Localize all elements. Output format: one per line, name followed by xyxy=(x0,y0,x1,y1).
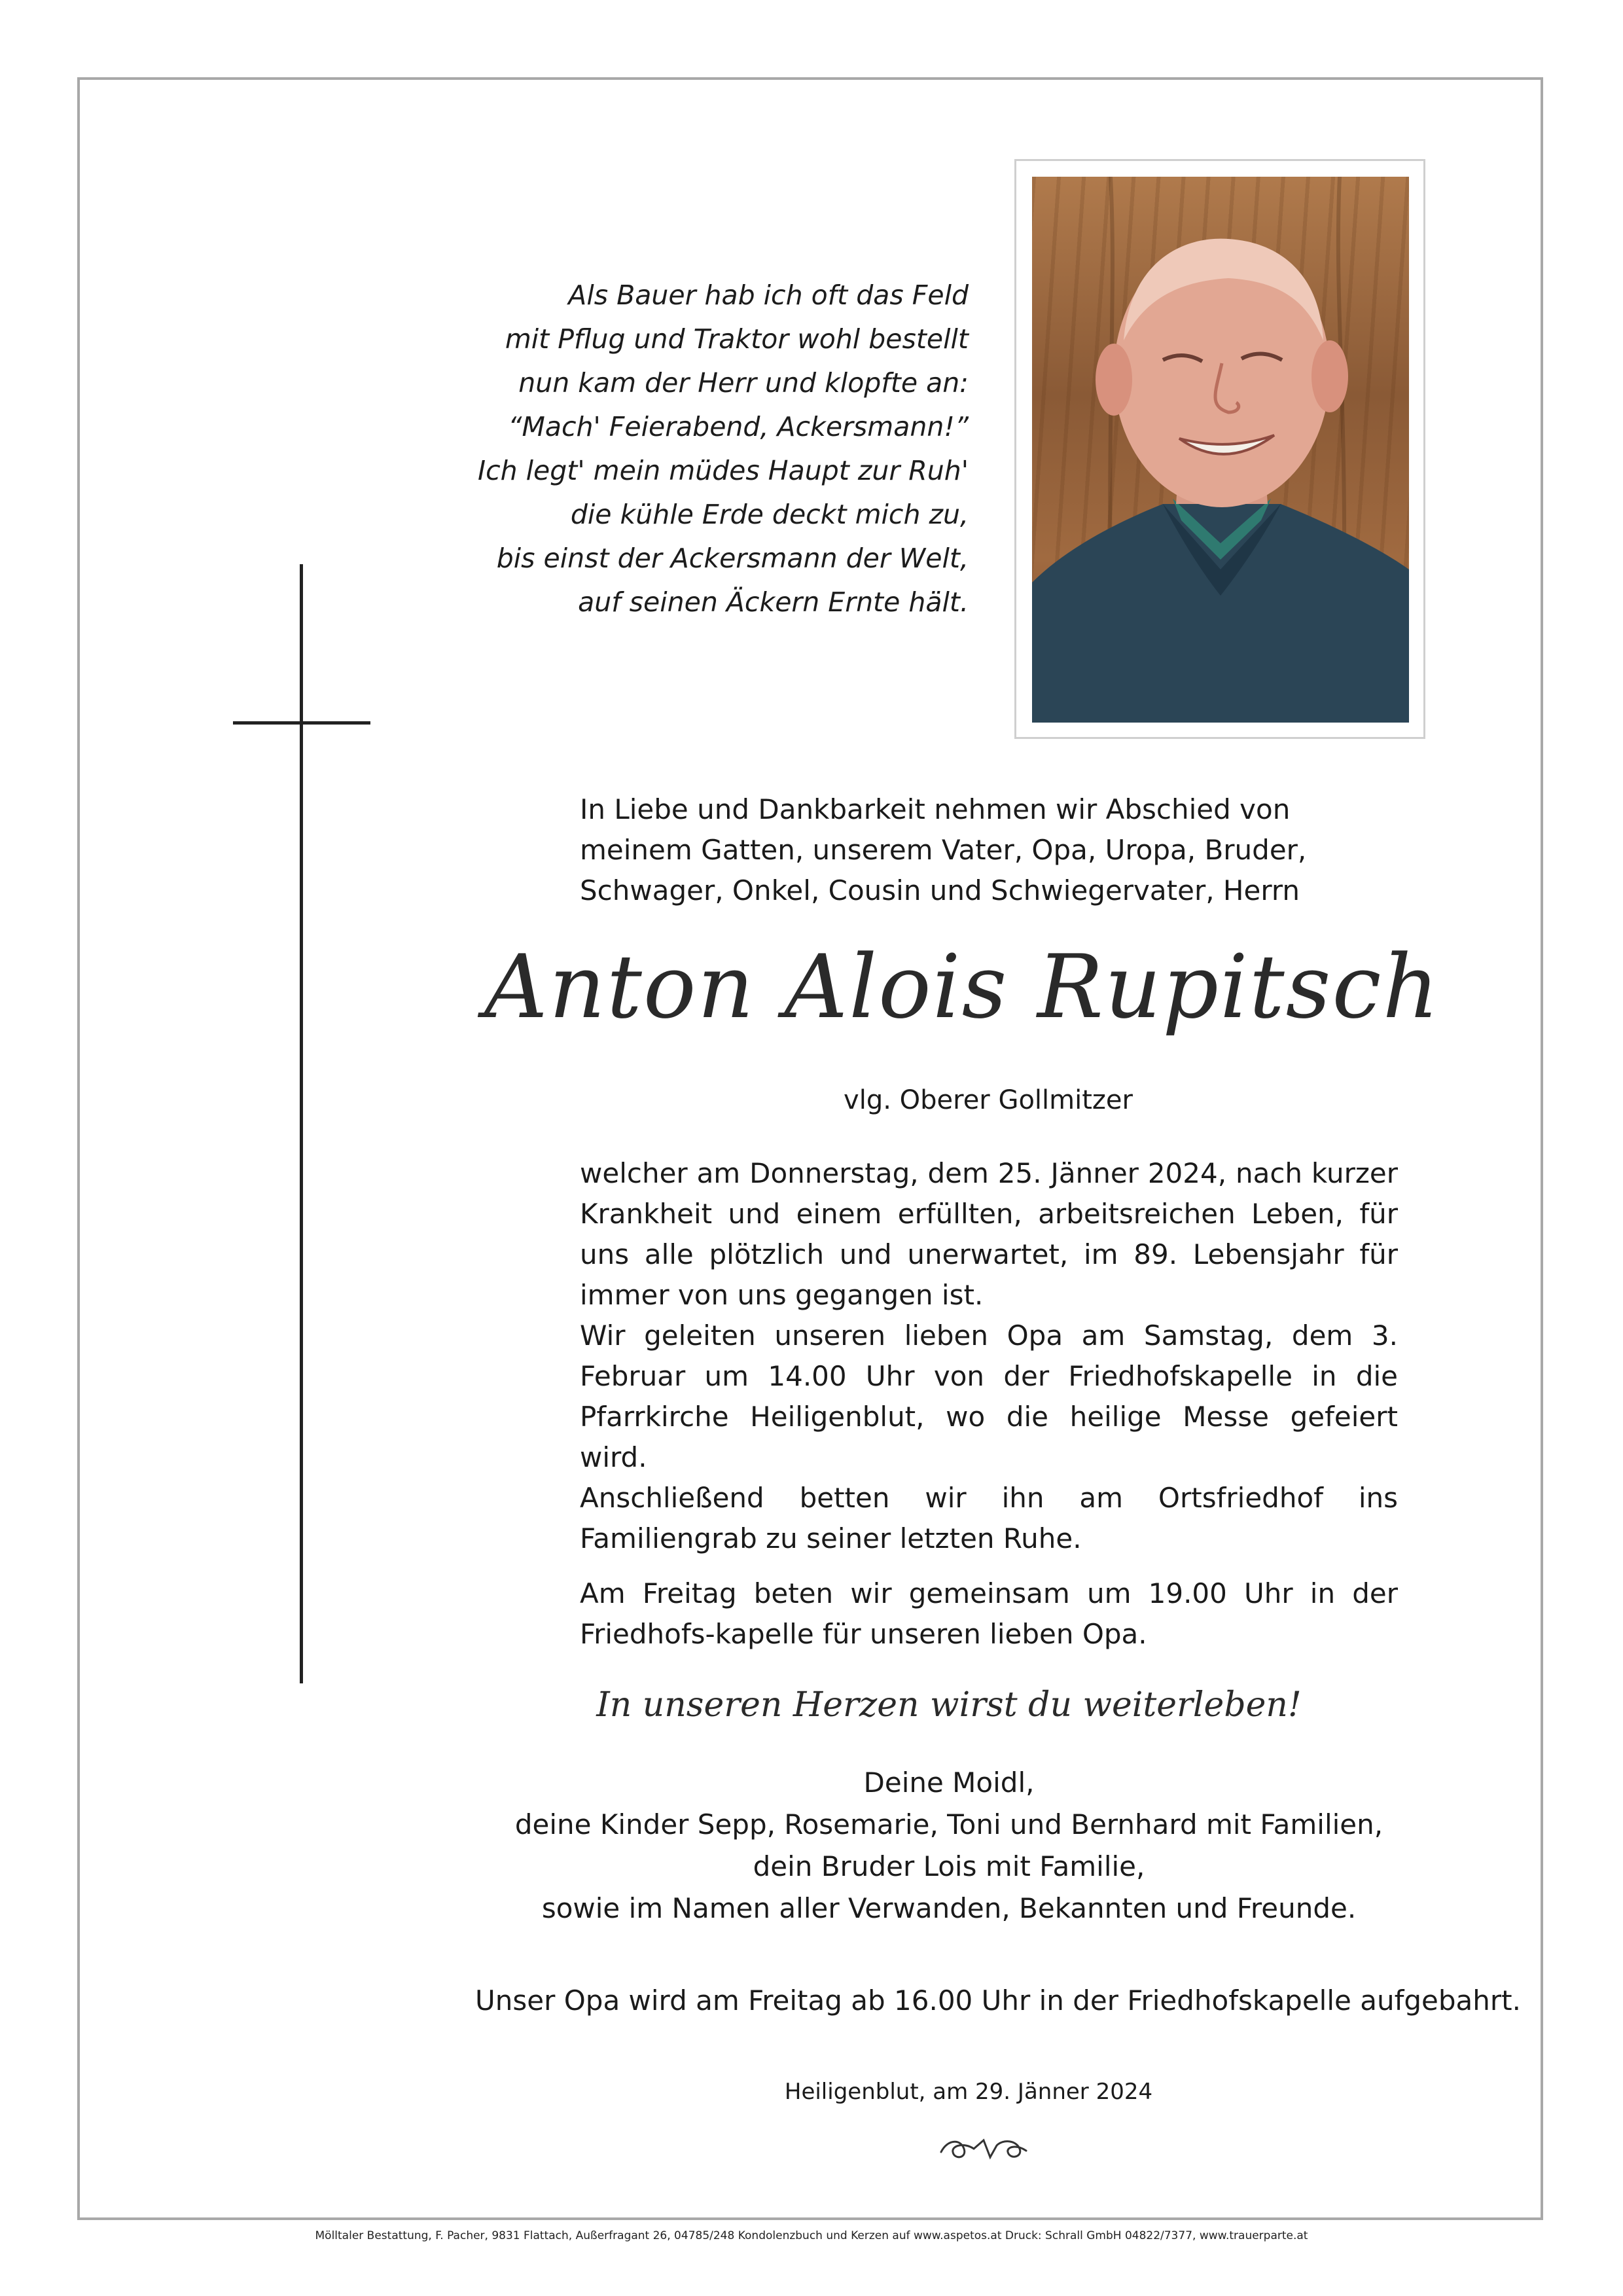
body-paragraph: Wir geleiten unseren lieben Opa am Samstag, dem 3. Februar um 14.00 Uhr von der Friedhofskapelle in die Pfarrkirche Heiligenblut, wo die heilige Messe gefeiert wird. xyxy=(580,1319,1398,1473)
mourners-list xyxy=(484,1762,1414,1929)
poem-line: auf seinen Äckern Ernte hält. xyxy=(578,586,969,618)
mourner-line: dein Bruder Lois mit Familie, xyxy=(753,1850,1145,1882)
footer-imprint: Mölltaler Bestattung, F. Pacher, 9831 Flattach, Außerfragant 26, 04785/248 Kondolenzbuch und Kerzen auf www.aspetos.at Druck: Schrall GmbH 04822/7377, www.trauerparte.at xyxy=(315,2229,1308,2242)
poem-line: “Mach' Feierabend, Ackersmann!” xyxy=(508,411,969,442)
poem-line: Ich legt' mein müdes Haupt zur Ruh' xyxy=(477,455,969,486)
mourner-line: deine Kinder Sepp, Rosemarie, Toni und Bernhard mit Familien, xyxy=(514,1808,1383,1840)
poem xyxy=(458,274,969,624)
poem-line: die kühle Erde deckt mich zu, xyxy=(570,499,969,530)
portrait-illustration xyxy=(1032,177,1409,723)
deceased-name: Anton Alois Rupitsch xyxy=(484,936,1440,1038)
poem-line: mit Pflug und Traktor wohl bestellt xyxy=(505,323,969,355)
dateline: Heiligenblut, am 29. Jänner 2024 xyxy=(784,2079,1153,2105)
body-paragraph: Am Freitag beten wir gemeinsam um 19.00 Uhr in der Friedhofs-kapelle für unseren lieben Opa. xyxy=(580,1577,1398,1650)
nickname: vlg. Oberer Gollmitzer xyxy=(844,1085,1133,1115)
ornament-icon xyxy=(935,2132,1033,2165)
poem-line: bis einst der Ackersmann der Welt, xyxy=(496,543,969,574)
viewing-notice: Unser Opa wird am Freitag ab 16.00 Uhr in der Friedhofskapelle aufgebahrt. xyxy=(475,1984,1521,2017)
announcement-body xyxy=(580,1153,1398,1655)
body-paragraph: welcher am Donnerstag, dem 25. Jänner 2024, nach kurzer Krankheit und einem erfüllten, arbeitsreichen Leben, für uns alle plötzlich und unerwartet, im 89. Lebensjahr für immer von uns gegangen ist. xyxy=(580,1157,1398,1311)
portrait-photo-frame xyxy=(1014,159,1425,739)
poem-line: Als Bauer hab ich oft das Feld xyxy=(568,279,969,311)
mourner-line: Deine Moidl, xyxy=(863,1767,1035,1799)
body-paragraph: Anschließend betten wir ihn am Ortsfriedhof ins Familiengrab zu seiner letzten Ruhe. xyxy=(580,1482,1398,1554)
intro-text: In Liebe und Dankbarkeit nehmen wir Abschied von meinem Gatten, unserem Vater, Opa, Uropa, Bruder, Schwager, Onkel, Cousin und Schwiegervater, Herrn xyxy=(580,793,1307,906)
poem-line: nun kam der Herr und klopfte an: xyxy=(518,367,969,399)
cross-horizontal-bar xyxy=(233,721,370,725)
cross-vertical-bar xyxy=(300,564,303,1683)
mourner-line: sowie im Namen aller Verwanden, Bekannten und Freunde. xyxy=(541,1892,1357,1924)
portrait-photo xyxy=(1032,177,1409,723)
motto: In unseren Herzen wirst du weiterleben! xyxy=(596,1685,1302,1725)
